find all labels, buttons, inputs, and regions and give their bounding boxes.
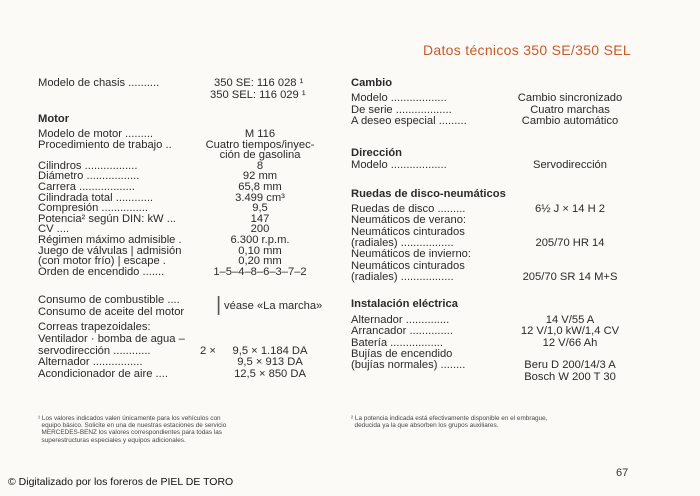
spec-label: Bujías de encendido	[351, 347, 453, 360]
spec-row	[38, 356, 338, 368]
spec-row	[38, 345, 338, 357]
spec-label: Modelo ..................	[351, 92, 447, 104]
chassis-label: Modelo de chasis ..........	[38, 77, 160, 89]
spec-value: 65,8 mm	[238, 181, 282, 193]
spec-label: Neumáticos cinturados	[351, 225, 465, 238]
spec-row	[351, 226, 651, 238]
spec-value: ción de gasolina	[219, 149, 301, 162]
spec-label: Modelo de motor .........	[38, 128, 154, 140]
spec-row	[351, 203, 651, 215]
spec-row	[351, 371, 651, 383]
page-number: 67	[616, 467, 629, 479]
spec-label: Arrancador ..............	[351, 325, 453, 338]
spec-label: Cilindrada total ............	[38, 191, 154, 204]
copyright-notice: © Digitalizado por los foreros de PIEL DE TORO	[8, 476, 234, 488]
spec-label: Acondicionador de aire ....	[38, 367, 168, 380]
spec-value: Cuatro tiempos/inyec-	[205, 138, 315, 151]
chassis-value-se: 350 SE: 116 028 ¹	[214, 77, 304, 89]
spec-value: 8	[256, 159, 264, 172]
spec-value: 12 V/1,0 kW/1,4 CV	[520, 325, 620, 338]
spec-row	[351, 237, 651, 249]
spec-value: Bosch W 200 T 30	[524, 370, 616, 383]
spec-label: A deseo especial .........	[351, 115, 467, 127]
spec-label: Batería .................	[351, 336, 444, 349]
direccion-heading: Dirección	[351, 147, 402, 159]
spec-value: 9,5 × 913 DA	[237, 356, 303, 368]
spec-label: Ventilador · bomba de agua –	[38, 333, 185, 345]
spec-value: 14 V/55 A	[545, 314, 595, 326]
spec-value: 0,10 mm	[238, 244, 282, 257]
spec-label: Neumáticos de invierno:	[351, 248, 472, 261]
spec-label: Orden de encendido .......	[38, 265, 165, 278]
spec-value: M 116	[244, 128, 276, 140]
spec-multiplier: 2 ×	[200, 344, 216, 357]
correas-heading: Correas trapezoidales:	[38, 321, 151, 333]
spec-label: Procedimiento de trabajo ..	[38, 138, 172, 151]
spec-value: 205/70 SR 14 M+S	[522, 270, 618, 283]
spec-value: 3.499 cm³	[235, 191, 285, 204]
chassis-value-sel: 350 SEL: 116 029 ¹	[210, 89, 306, 101]
spec-value: 205/70 HR 14	[535, 236, 605, 249]
spec-label: Carrera ..................	[38, 181, 135, 193]
spec-label: servodirección ............	[38, 344, 151, 357]
spec-label: (con motor frío) | escape .	[38, 255, 166, 268]
spec-label: (bujías normales) ........	[351, 359, 466, 372]
footnote-2: ² La potencia indicada está efectivamente disponible en el embrague, deducida ya la que absorben los grupos auxiliares.	[351, 415, 548, 430]
spec-value: Cambio automático	[521, 115, 619, 127]
page-title: Datos técnicos 350 SE/350 SEL	[423, 42, 631, 58]
spec-label: (radiales) .................	[351, 236, 454, 249]
spec-value: 12,5 × 850 DA	[234, 367, 306, 380]
spec-label: Alternador ..............	[351, 314, 450, 326]
spec-label: De serie ..................	[351, 103, 452, 116]
spec-value: 147	[250, 212, 270, 225]
spec-value: 9,5 × 1.184 DA	[232, 344, 308, 357]
spec-row	[351, 348, 651, 360]
spec-value: Beru D 200/14/3 A	[524, 359, 616, 372]
spec-row	[351, 214, 651, 226]
spec-label: Compresión ...............	[38, 202, 149, 215]
consumo-combustible-label: Consumo de combustible ....	[38, 294, 180, 306]
spec-value: 1–5–4–8–6–3–7–2	[213, 265, 307, 278]
spec-row	[38, 333, 338, 345]
chassis-row	[38, 77, 308, 101]
ruedas-heading: Ruedas de disco-neumáticos	[351, 188, 506, 200]
spec-row	[351, 325, 651, 337]
spec-value: 0,20 mm	[238, 255, 282, 268]
footnote-1: ¹ Los valores indicados valen únicamente para los vehículos con equipo básico. Solicite en una de nuestras estaciones de servicio MERCEDES-BENZ los valores correspondientes para todas las superestructuras especiales y equipos adicionales.	[38, 415, 227, 444]
spec-label: Neumáticos de verano:	[351, 214, 467, 227]
spec-label: Potencia² según DIN: kW ...	[38, 212, 177, 225]
spec-row	[351, 271, 651, 283]
spec-row	[351, 115, 651, 127]
spec-label: Juego de válvulas | admisión	[38, 244, 182, 257]
spec-value: 6.300 r.p.m.	[230, 234, 290, 246]
spec-value: 6½ J × 14 H 2	[535, 203, 605, 215]
spec-row	[351, 104, 651, 116]
spec-value: Cambio sincronizado	[517, 92, 623, 104]
spec-value: 92 mm	[242, 170, 278, 183]
spec-label: Régimen máximo admisible .	[38, 234, 182, 246]
spec-row	[351, 248, 651, 260]
spec-label: CV ....	[38, 223, 70, 236]
spec-label: Diámetro .................	[38, 170, 140, 183]
spec-label: Cilindros .................	[38, 159, 138, 172]
cambio-heading: Cambio	[351, 77, 393, 89]
electrica-heading: Instalación eléctrica	[351, 298, 458, 310]
spec-row	[351, 314, 651, 326]
spec-row	[351, 337, 651, 349]
spec-value: Cuatro marchas	[530, 103, 610, 116]
spec-label: Alternador ................	[38, 356, 143, 368]
spec-value: 9,5	[252, 202, 268, 215]
spec-label: Modelo ..................	[351, 159, 447, 171]
spec-row	[351, 159, 651, 171]
spec-label: Ruedas de disco .........	[351, 203, 466, 215]
spec-label: (radiales) .................	[351, 270, 454, 283]
spec-row	[351, 359, 651, 371]
spec-value: Servodirección	[533, 159, 607, 171]
spec-row	[351, 92, 651, 104]
spec-row	[351, 260, 651, 272]
spec-label: Neumáticos cinturados	[351, 259, 465, 272]
consumo-block	[38, 294, 323, 318]
brace: |	[216, 294, 222, 316]
spec-row	[38, 266, 338, 278]
consumo-value: véase «La marcha»	[224, 300, 323, 312]
consumo-aceite-label: Consumo de aceite del motor	[38, 306, 185, 318]
motor-heading: Motor	[38, 113, 70, 125]
spec-value: 200	[250, 223, 270, 236]
spec-row	[38, 368, 338, 380]
spec-value: 12 V/66 Ah	[542, 336, 598, 349]
